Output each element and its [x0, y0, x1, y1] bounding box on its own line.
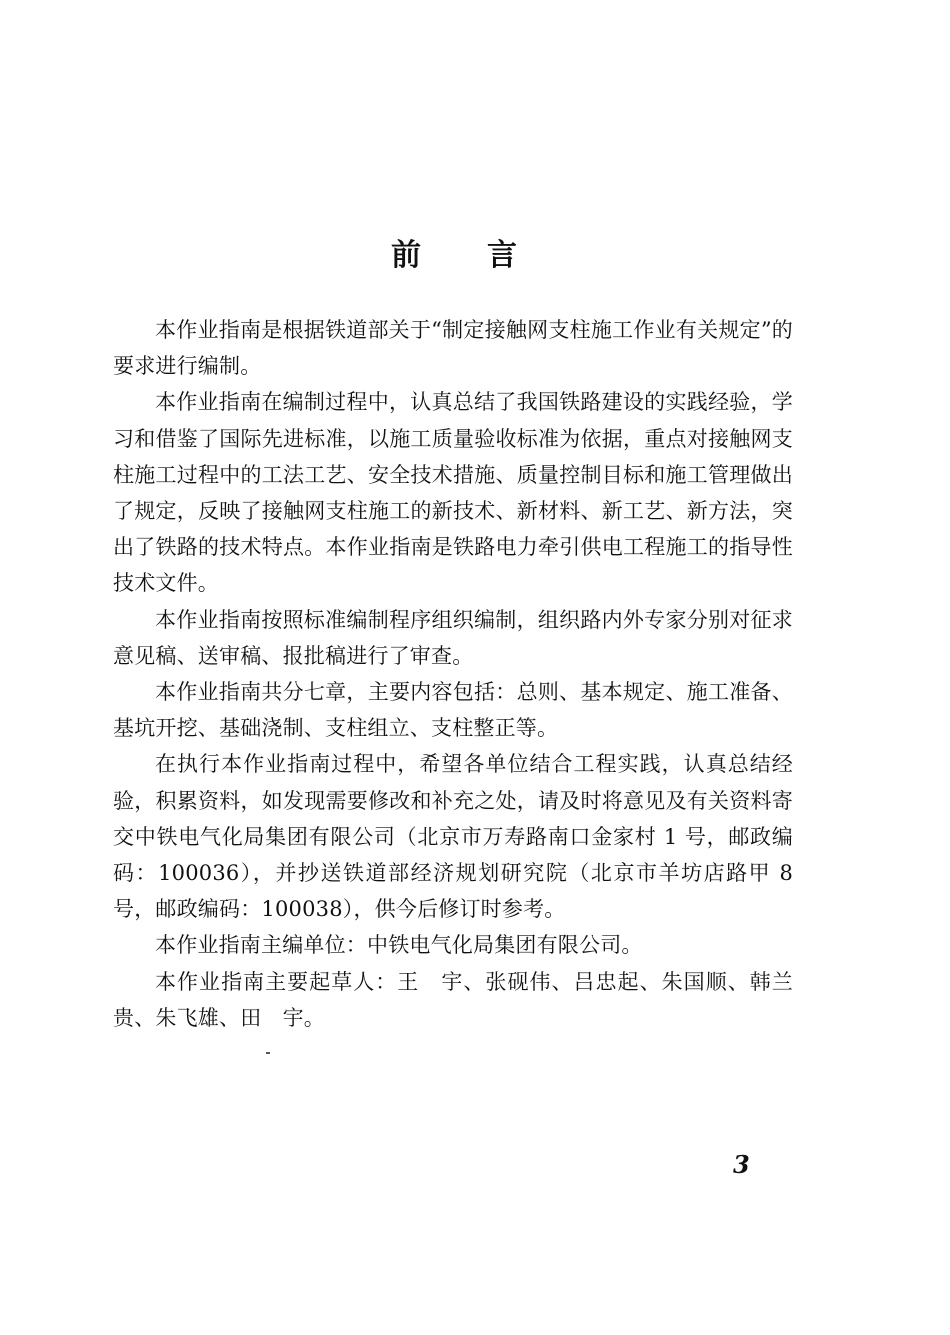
- print-speck: [266, 1052, 270, 1054]
- paragraph-7: 本作业指南主要起草人：王 宇、张砚伟、吕忠起、朱国顺、韩兰贵、朱飞雄、田 宇。: [113, 969, 793, 1030]
- page-title: 前 言: [391, 238, 519, 273]
- paragraph-2: 本作业指南在编制过程中，认真总结了我国铁路建设的实践经验，学习和借鉴了国际先进标准，以施工质量验收标准为依据，重点对接触网支柱施工过程中的工法工艺、安全技术措施、质量控制目标和施工管理做出了规定，反映了接触网支柱施工的新技术、新材料、新工艺、新方法，突出了铁路的技术特点。本作业指南是铁路电力牵引供电工程施工的指导性技术文件。: [113, 390, 793, 596]
- paragraph-5: 在执行本作业指南过程中，希望各单位结合工程实践，认真总结经验，积累资料，如发现需要修改和补充之处，请及时将意见及有关资料寄交中铁电气化局集团有限公司（北京市万寿路南口金家村 1 号，邮政编码：100036），并抄送铁道部经济规划研究院（北京市羊坊店路甲 8 号，邮政编码：100038），供今后修订时参考。: [113, 752, 793, 922]
- paragraph-3: 本作业指南按照标准编制程序组织编制，组织路内外专家分别对征求意见稿、送审稿、报批稿进行了审查。: [113, 607, 793, 668]
- paragraph-4: 本作业指南共分七章，主要内容包括：总则、基本规定、施工准备、基坑开挖、基础浇制、支柱组立、支柱整正等。: [113, 680, 793, 741]
- preface-body: [113, 312, 793, 1036]
- paragraph-6: 本作业指南主编单位：中铁电气化局集团有限公司。: [155, 933, 643, 958]
- page-number: 3: [733, 1150, 750, 1179]
- paragraph-1: 本作业指南是根据铁道部关于“制定接触网支柱施工作业有关规定”的要求进行编制。: [113, 318, 793, 379]
